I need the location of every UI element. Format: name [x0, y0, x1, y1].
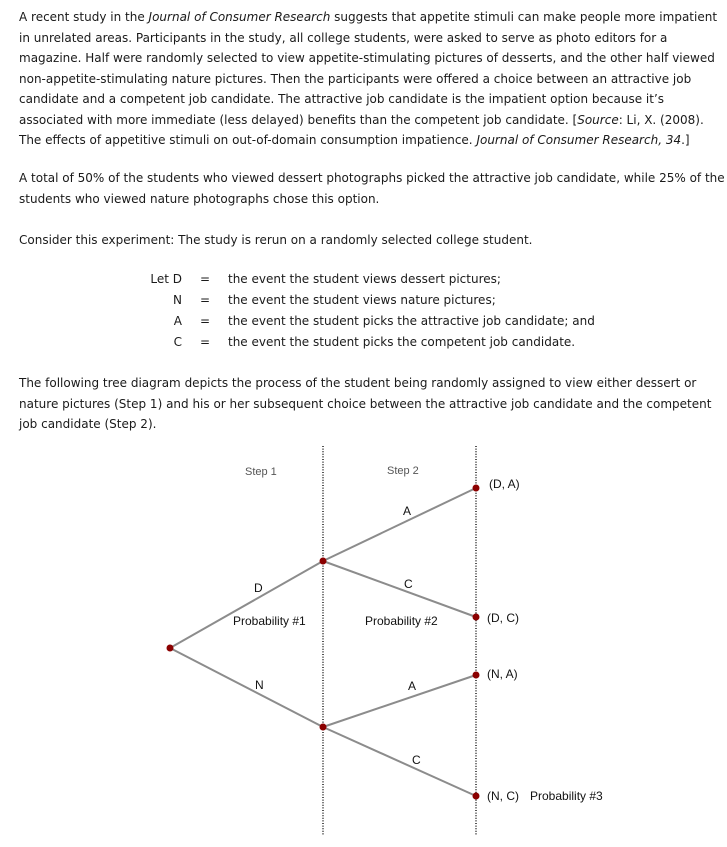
probability-2: Probability #2 — [365, 614, 438, 628]
step2-label: Step 2 — [387, 465, 419, 477]
branch-d-a — [323, 488, 476, 561]
definition-equals: = — [199, 271, 211, 286]
step1-label: Step 1 — [245, 466, 277, 478]
definition-description: the event the student picks the competent job candidate. — [228, 334, 576, 349]
branch-label-da: A — [403, 504, 412, 518]
statistics-paragraph: A total of 50% of the students who viewed dessert photographs picked the attractive job candidate, while 25% of the students who viewed nature photographs chose this option. — [19, 171, 725, 206]
outcome-nc: (N, C) — [487, 789, 519, 803]
definition-description: the event the student picks the attractive job candidate; and — [228, 313, 595, 328]
tree-description-paragraph: The following tree diagram depicts the process of the student being randomly assigned to view either dessert or nature pictures (Step 1) and his or her subsequent choice between the attractive job candidate and the competent job candidate (Step 2). — [19, 376, 712, 431]
intro-text-d: .] — [681, 133, 690, 147]
intro-text-b: suggests that appetite stimuli can make people more impatient in unrelated areas. Participants in the study, all college students, were asked to serve as photo editors for a magazine. Half were randomly selected to view appetite-stimulating pictures of desserts, and the other half viewed non-appetite-stimulating nature pictures. Then the participants were offered a choice between an attractive job candidate and a competent job candidate. The attractive job candidate is the impatient option because it’s associated with more immediate (less delayed) benefits than the competent job candidate. [ — [19, 10, 718, 127]
definition-description: the event the student views nature pictures; — [228, 292, 496, 307]
definition-equals: = — [199, 313, 211, 328]
intro-text-c: : Li, X. (2008). The effects of appetitive stimuli on out-of-domain consumption impatience. — [19, 112, 704, 147]
node-na — [473, 672, 480, 679]
node-dc — [473, 614, 480, 621]
branch-label-dc: C — [404, 577, 413, 591]
outcome-na: (N, A) — [487, 667, 518, 681]
definition-symbol: N — [173, 292, 182, 307]
journal-name: Journal of Consumer Research — [148, 10, 331, 24]
definition-symbol: Let D — [150, 271, 182, 286]
node-n — [320, 724, 327, 731]
node-da — [473, 485, 480, 492]
definition-equals: = — [199, 292, 211, 307]
definition-equals: = — [199, 334, 211, 349]
branch-label-d: D — [254, 581, 263, 595]
intro-text-a: A recent study in the — [19, 10, 149, 24]
root-node — [167, 645, 174, 652]
branch-root-n — [170, 648, 323, 727]
outcome-da: (D, A) — [489, 477, 520, 491]
branch-label-n: N — [255, 678, 264, 692]
node-d — [320, 558, 327, 565]
node-nc — [473, 793, 480, 800]
probability-1: Probability #1 — [233, 614, 306, 628]
journal-citation: Journal of Consumer Research, 34 — [476, 133, 682, 147]
branch-n-a — [323, 675, 476, 727]
branch-n-c — [323, 727, 476, 796]
branch-d-c — [323, 561, 476, 617]
definition-symbol: C — [173, 334, 182, 349]
definition-description: the event the student views dessert pictures; — [228, 271, 501, 286]
experiment-paragraph: Consider this experiment: The study is rerun on a randomly selected college student. — [19, 233, 533, 247]
branch-label-nc: C — [412, 753, 421, 767]
branch-root-d — [170, 561, 323, 648]
outcome-dc: (D, C) — [487, 611, 519, 625]
probability-3: Probability #3 — [530, 789, 603, 803]
definition-symbol: A — [173, 313, 182, 328]
source-label: Source — [577, 112, 619, 127]
branch-label-na: A — [408, 679, 417, 693]
